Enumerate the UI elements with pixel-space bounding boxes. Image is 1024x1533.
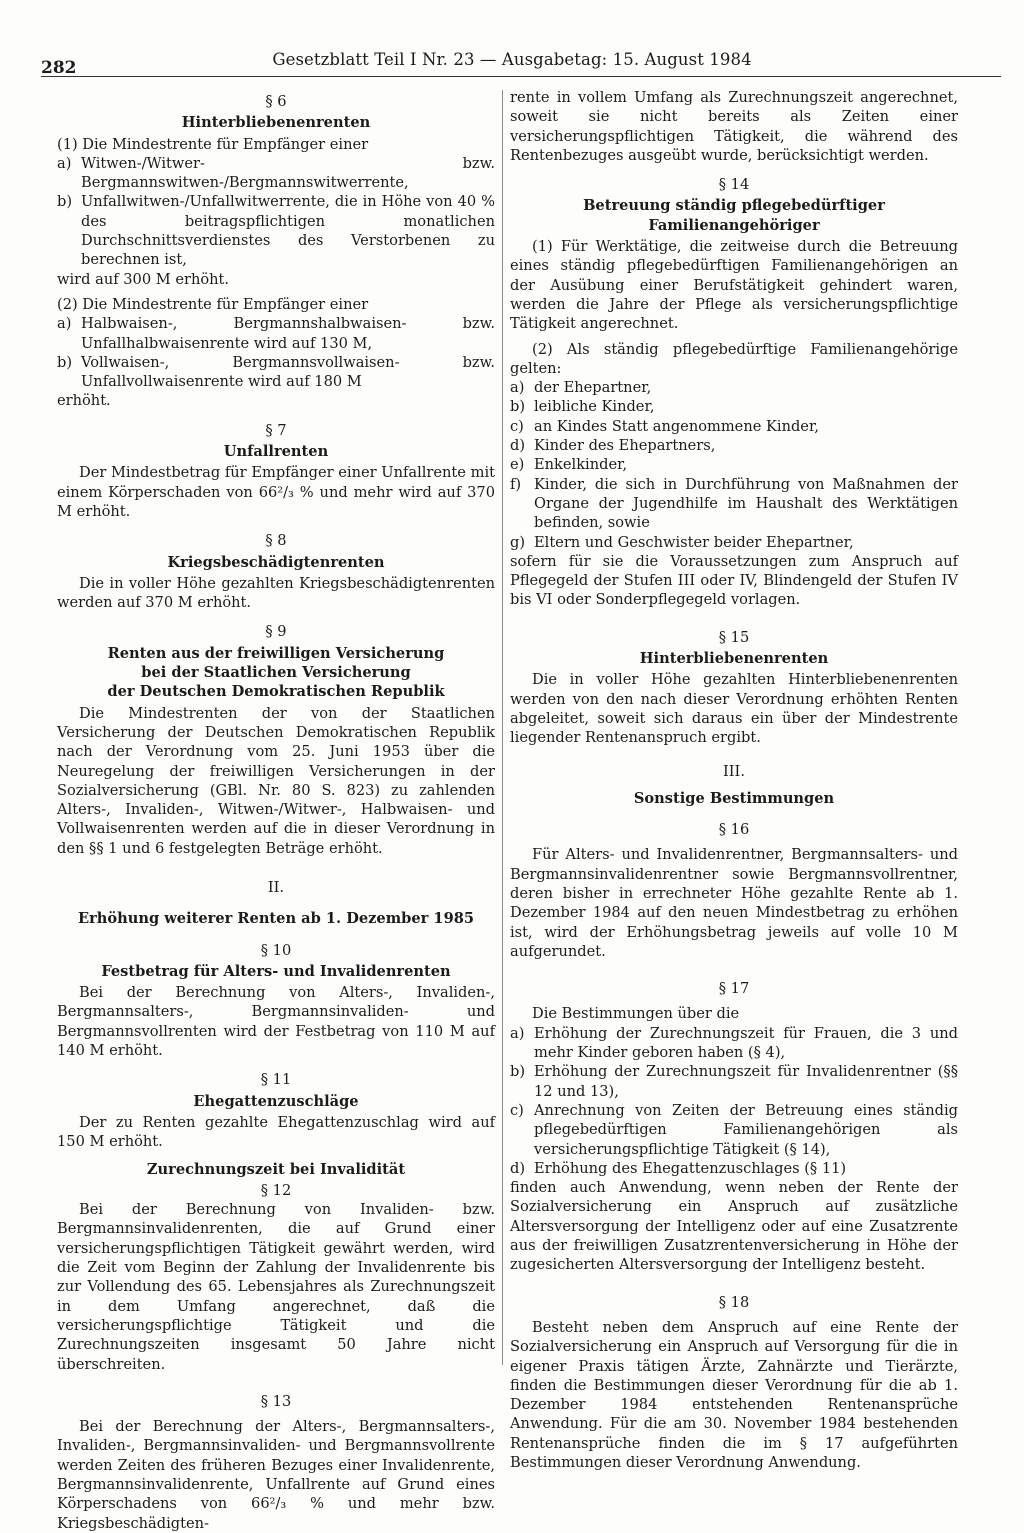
list-item <box>510 1062 958 1101</box>
section-number: § 17 <box>718 980 750 998</box>
paragraph: (2) Die Mindestrente für Empfänger einer <box>57 295 369 313</box>
list-text: Erhöhung des Ehegattenzuschlages (§ 11) <box>534 1159 847 1177</box>
paragraph: Bei der Berechnung der Alters-, Bergmannsalters-, Invaliden-, Bergmannsinvaliden- und Bergmannsvollrente werden Zeiten des früheren Bezuges einer Invalidenrente, Bergmannsinvalidenrente, Unfallrente auf Grund eines Körperschadens von 66²/₃ % und mehr bzw. Kriegsbeschädigten- <box>57 1418 495 1532</box>
section-number: § 6 <box>265 93 287 110</box>
list-text: Eltern und Geschwister beider Ehepartner, <box>534 533 854 551</box>
list-text: Halbwaisen-, Bergmannshalbwaisen- bzw. Unfallhalbwaisenrente wird auf 130 M, <box>81 315 495 352</box>
list-item <box>510 436 958 455</box>
list-item <box>510 397 958 416</box>
paragraph: (1) Für Werktätige, die zeitweise durch die Betreuung eines ständig pflegebedürftigen Familienangehörigen an der Ausübung einer Berufstätigkeit gehindert waren, werden die Jahre der Pflege als versicherungspflichtige Tätigkeit angerechnet. <box>510 238 958 333</box>
list-label: b) <box>510 398 526 416</box>
list-label: g) <box>510 533 526 551</box>
paragraph: Für Alters- und Invalidenrentner, Bergmannsalters- und Bergmannsinvalidenrentner sowie Bergmannsvollrentner, deren bisher in errechneter Höhe gezahlte Rente ab 1. Dezember 1984 auf den neuen Mindestbetrag zu erhöhen ist, wird der Erhöhungsbetrag jeweils auf volle 10 M aufgerundet. <box>510 846 958 960</box>
section-number: § 9 <box>265 623 287 641</box>
list-label: a) <box>57 315 72 333</box>
paragraph: Die Mindestrenten der von der Staatlichen Versicherung der Deutschen Demokratischen Republik nach der Verordnung vom 25. Juni 1953 über die Neuregelung der freiwilligen Versicherungen in der Sozialversicherung (GBl. Nr. 80 S. 823) zu zahlenden Alters-, Invaliden-, Witwen-/Witwer-, Halbwaisen- und Vollwaisenrenten werden auf die in dieser Verordnung in den §§ 1 und 6 festgelegten Beträge erhöht. <box>57 704 495 857</box>
right-column <box>510 88 958 1472</box>
list-label: e) <box>510 456 525 474</box>
paragraph: Bei der Berechnung von Invaliden- bzw. Bergmannsinvalidenrenten, die auf Grund einer versicherungspflichtigen Tätigkeit gewährt werden, wird die Zeit vom Beginn der Zahlung der Invalidenrente bis zur Vollendung des 65. Lebensjahres als Zurechnungszeit in dem Umfang angerechnet, daß die versicherungspflichtige Tätigkeit und die Zurechnungszeiten insgesamt 50 Jahre nicht überschreiten. <box>57 1201 495 1373</box>
list-label: c) <box>510 417 524 435</box>
list-text: Enkelkinder, <box>534 456 628 474</box>
paragraph: sofern für sie die Voraussetzungen zum Anspruch auf Pflegegeld der Stufen III oder IV, Blindengeld der Stufen IV bis VI oder Sonderpflegegeld vorlagen. <box>510 552 958 609</box>
list-item <box>57 154 495 193</box>
list-text: Vollwaisen-, Bergmannsvollwaisen- bzw. Unfallvollwaisenrente wird auf 180 M <box>81 353 495 391</box>
section-number: § 8 <box>265 532 287 550</box>
list-text: Erhöhung der Zurechnungszeit für Frauen, die 3 und mehr Kinder geboren haben (§ 4), <box>534 1024 958 1062</box>
section-title: Hinterbliebenenrenten <box>181 114 371 132</box>
section-title: Renten aus der freiwilligen Versicherung <box>107 644 445 662</box>
list-text: Anrechnung von Zeiten der Betreuung eines ständig pflegebedürftigen Familienangehörigen als versicherungspflichtige Tätigkeit (§ 14), <box>534 1101 958 1158</box>
list-text: Kinder des Ehepartners, <box>534 437 716 455</box>
section-number: § 15 <box>718 628 750 646</box>
section-number: § 13 <box>260 1392 292 1410</box>
paragraph: Der zu Renten gezahlte Ehegattenzuschlag wird auf 150 M erhöht. <box>57 1113 495 1151</box>
section-title: Betreuung ständig pflegebedürftiger <box>583 197 885 215</box>
section-title: Hinterbliebenenrenten <box>639 650 829 668</box>
paragraph: erhöht. <box>57 392 111 410</box>
paragraph: Die in voller Höhe gezahlten Hinterbliebenenrenten werden von den nach dieser Verordnung erhöhten Renten abgeleitet, soweit sich daraus ein über der Mindestrente liegender Rentenanspruch ergibt. <box>510 671 958 747</box>
list-item <box>510 455 958 474</box>
list-item <box>510 378 958 397</box>
part-title: Erhöhung weiterer Renten ab 1. Dezember 1985 <box>77 910 475 928</box>
paragraph: Besteht neben dem Anspruch auf eine Rente der Sozialversicherung ein Anspruch auf Versorgung für die in eigener Praxis tätigen Ärzte, Zahnärzte und Tierärzte, finden die Bestimmungen dieser Verordnung für die ab 1. Dezember 1984 entstehenden Rentenansprüche Anwendung. Für die am 30. November 1984 bestehenden Rentenansprüche finden die im § 17 aufgeführten Bestimmungen dieser Verordnung Anwendung. <box>510 1318 958 1471</box>
list-text: Erhöhung der Zurechnungszeit für Invalidenrentner (§§ 12 und 13), <box>534 1063 958 1100</box>
part-title: Sonstige Bestimmungen <box>633 789 835 807</box>
list-text: Witwen-/Witwer- bzw. Bergmannswitwen-/Bergmannswitwerrente, <box>81 154 495 192</box>
section-title: Kriegsbeschädigtenrenten <box>167 553 385 571</box>
section-number: § 12 <box>260 1181 292 1199</box>
list-item <box>510 475 958 533</box>
list-item <box>57 353 495 392</box>
list-label: a) <box>57 154 72 172</box>
list-item <box>510 533 958 552</box>
section-number: § 18 <box>718 1293 750 1311</box>
section-title: Unfallrenten <box>223 443 329 461</box>
list-text: der Ehepartner, <box>534 379 652 397</box>
paragraph: Der Mindestbetrag für Empfänger einer Unfallrente mit einem Körperschaden von 66²/₃ % und mehr wird auf 370 M erhöht. <box>57 464 495 520</box>
header-rule <box>41 76 1001 77</box>
section-number: § 11 <box>260 1071 292 1089</box>
section-title: Familienangehöriger <box>648 216 820 234</box>
section-title: Ehegattenzuschläge <box>193 1092 359 1110</box>
part-number: II. <box>267 878 285 896</box>
list-label: d) <box>510 1159 526 1177</box>
list-item <box>57 192 495 269</box>
column-divider <box>502 90 503 1365</box>
paragraph: Die Bestimmungen über die <box>532 1005 740 1023</box>
section-number: § 16 <box>718 821 750 839</box>
list-text: Kinder, die sich in Durchführung von Maßnahmen der Organe der Jugendhilfe im Haushalt des Werktätigen befinden, sowie <box>534 475 958 532</box>
paragraph: Bei der Berechnung von Alters-, Invaliden-, Bergmannsalters-, Bergmannsinvaliden- und Bergmannsvollrenten wird der Festbetrag von 110 M auf 140 M erhöht. <box>57 984 495 1060</box>
paragraph: (1) Die Mindestrente für Empfänger einer <box>57 135 369 153</box>
part-number: III. <box>723 762 745 780</box>
page-number: 282 <box>41 58 77 78</box>
list-item <box>57 314 495 353</box>
list-item <box>510 1101 958 1159</box>
section-title: der Deutschen Demokratischen Republik <box>107 683 445 701</box>
paragraph: finden auch Anwendung, wenn neben der Rente der Sozialversicherung ein Anspruch auf zusätzliche Altersversorgung der Intelligenz oder auf eine Zusatzrente aus der freiwilligen Zusatzrentenversicherung in Höhe der zugesicherten Altersversorgung der Intelligenz besteht. <box>510 1179 958 1274</box>
list-label: f) <box>510 475 522 493</box>
section-heading: Zurechnungszeit bei Invalidität <box>146 1160 406 1178</box>
paragraph: (2) Als ständig pflegebedürftige Familienangehörige gelten: <box>510 340 958 377</box>
list-label: a) <box>510 379 525 397</box>
list-label: c) <box>510 1101 524 1119</box>
list-label: b) <box>57 353 73 371</box>
left-column <box>57 88 495 1533</box>
running-header: Gesetzblatt Teil I Nr. 23 — Ausgabetag: 15. August 1984 <box>272 50 752 69</box>
section-number: § 7 <box>265 421 287 439</box>
list-text: leibliche Kinder, <box>534 398 655 416</box>
section-number: § 14 <box>718 176 750 194</box>
list-text: an Kindes Statt angenommene Kinder, <box>534 417 819 435</box>
list-label: a) <box>510 1024 525 1042</box>
list-item <box>510 417 958 436</box>
paragraph: Die in voller Höhe gezahlten Kriegsbeschädigtenrenten werden auf 370 M erhöht. <box>57 574 495 612</box>
paragraph: wird auf 300 M erhöht. <box>57 270 230 288</box>
section-number: § 10 <box>260 941 292 959</box>
list-label: b) <box>510 1063 526 1081</box>
paragraph: rente in vollem Umfang als Zurechnungszeit angerechnet, soweit sie nicht bereits als Zeiten einer versicherungspflichtigen Tätigkeit, die während des Rentenbezuges ausgeübt wurde, berücksichtigt werden. <box>510 89 958 164</box>
section-title: Festbetrag für Alters- und Invalidenrenten <box>101 962 451 980</box>
section-title: bei der Staatlichen Versicherung <box>141 664 411 682</box>
list-item <box>510 1024 958 1063</box>
list-label: d) <box>510 437 526 455</box>
list-label: b) <box>57 193 73 211</box>
list-text: Unfallwitwen-/Unfallwitwerrente, die in Höhe von 40 % des beitragspflichtigen monatlichen Durchschnittsverdienstes des Verstorbenen zu berechnen ist, <box>81 193 495 269</box>
list-item <box>510 1159 958 1178</box>
